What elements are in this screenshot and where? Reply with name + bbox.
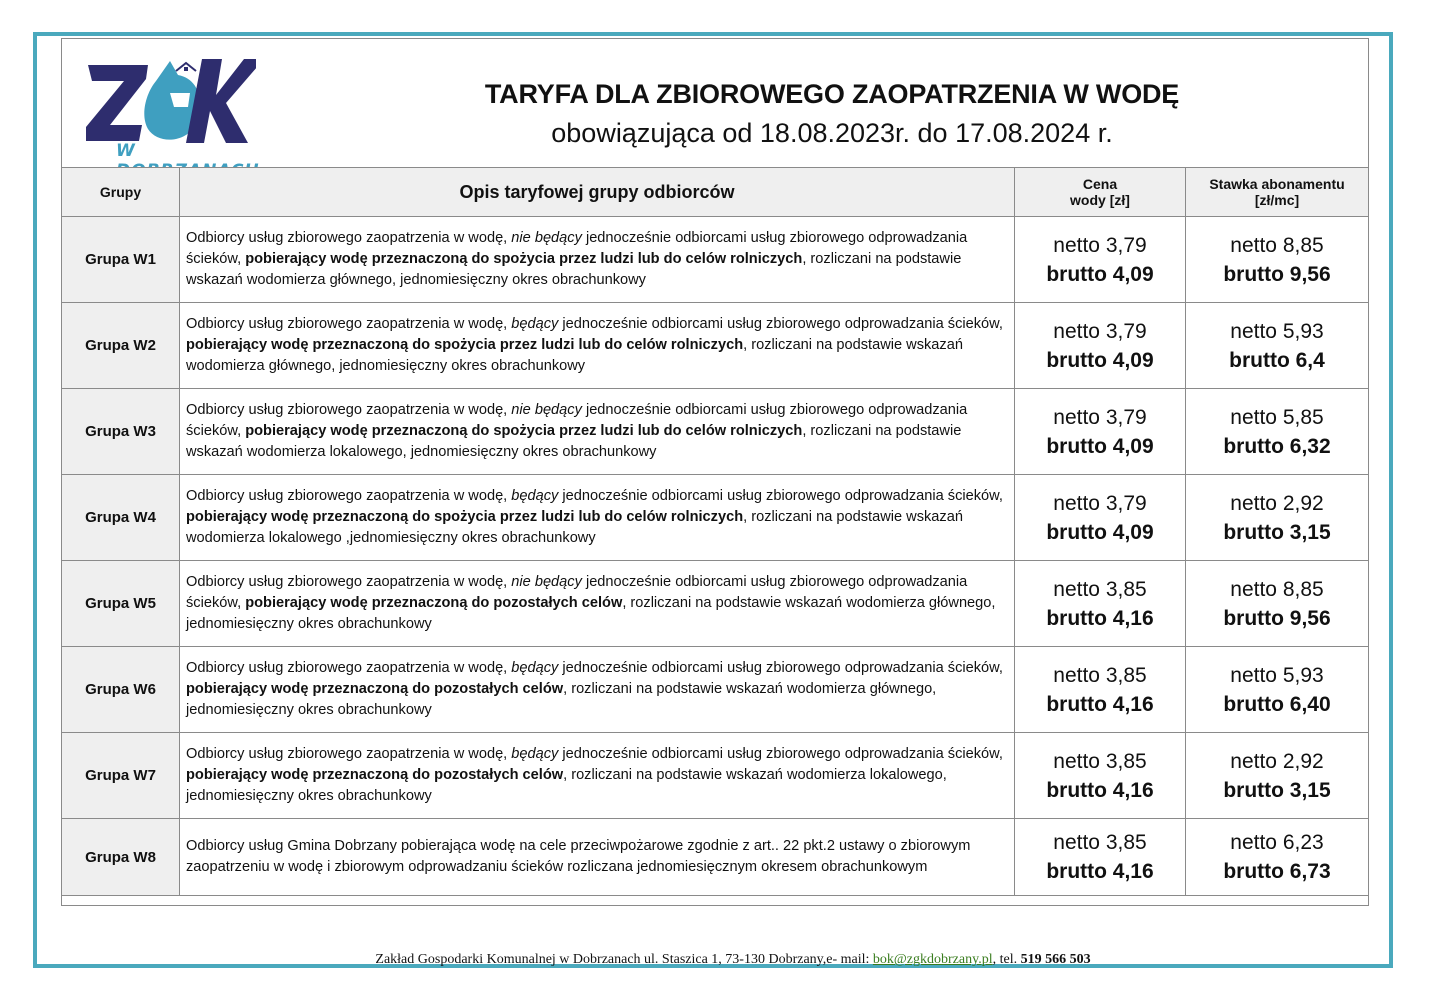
table-row: [62, 475, 1369, 561]
price-header-line2: wody [zł]: [1070, 192, 1130, 208]
price-cell: [1015, 647, 1186, 733]
description-cell: [180, 561, 1015, 647]
group-cell: Grupa W3: [62, 389, 180, 475]
subscription-cell: [1186, 561, 1369, 647]
page-subtitle: obowiązująca od 18.08.2023r. do 17.08.2024 r.: [551, 118, 1113, 148]
description-segment: pobierający wodę przeznaczoną do pozostałych celów: [186, 681, 564, 697]
description-segment: Odbiorcy usług zbiorowego zaopatrzenia w wodę,: [186, 316, 512, 332]
description-segment: pobierający wodę przeznaczoną do spożycia przez ludzi lub do celów rolniczych: [186, 337, 744, 353]
group-cell: Grupa W7: [62, 733, 180, 819]
description-segment: będący: [511, 316, 559, 332]
description-segment: , rozliczani na podstawie wskazań wodomierza głównego, jednomiesięczny okres obrachunkowy: [186, 681, 937, 718]
subscription-cell: [1186, 819, 1369, 896]
table-row: [62, 389, 1369, 475]
price-netto: netto 3,85: [1053, 831, 1147, 854]
description-segment: będący: [511, 746, 559, 762]
price-netto: netto 3,79: [1053, 319, 1147, 343]
price-cell: [1015, 819, 1186, 896]
description-segment: będący: [511, 660, 559, 676]
subscription-brutto: brutto 6,73: [1223, 860, 1331, 883]
description-cell: [180, 733, 1015, 819]
subscription-netto: netto 2,92: [1230, 749, 1324, 773]
price-netto: netto 3,79: [1053, 405, 1147, 429]
price-netto: netto 3,79: [1053, 491, 1147, 515]
price-brutto: brutto 4,16: [1046, 692, 1154, 716]
group-cell: Grupa W1: [62, 217, 180, 303]
subscription-netto: netto 5,93: [1230, 319, 1324, 343]
subscription-cell: [1186, 303, 1369, 389]
subscription-brutto: brutto 6,40: [1223, 692, 1331, 716]
description-segment: pobierający wodę przeznaczoną do spożycia przez ludzi lub do celów rolniczych: [245, 423, 803, 439]
description-segment: pobierający wodę przeznaczoną do spożycia przez ludzi lub do celów rolniczych: [245, 251, 803, 267]
col-header-price: [1015, 168, 1186, 217]
price-header-line1: Cena: [1082, 176, 1118, 192]
subscription-header-line2: [zł/mc]: [1254, 192, 1300, 208]
description-segment: jednocześnie odbiorcami usług zbiorowego odprowadzania ścieków,: [558, 660, 1003, 676]
price-cell: [1015, 561, 1186, 647]
description-segment: , rozliczani na podstawie wskazań wodomierza lokalowego, jednomiesięczny okres obrachunkowy: [186, 423, 962, 460]
subscription-cell: [1186, 217, 1369, 303]
footer-email-link[interactable]: bok@zgkdobrzany.pl: [872, 952, 993, 967]
description-segment: jednocześnie odbiorcami usług zbiorowego odprowadzania ścieków,: [558, 488, 1003, 504]
group-cell: Grupa W4: [62, 475, 180, 561]
subscription-cell: [1186, 647, 1369, 733]
description-segment: , rozliczani na podstawie wskazań wodomierza głównego, jednomiesięczny okres obrachunkowy: [186, 337, 963, 374]
zgk-logo: [86, 45, 256, 163]
description-segment: Odbiorcy usług zbiorowego zaopatrzenia w wodę,: [186, 402, 512, 418]
col-header-description: Opis taryfowej grupy odbiorców: [180, 168, 1015, 217]
subscription-brutto: brutto 6,32: [1223, 434, 1331, 458]
table-row: [62, 303, 1369, 389]
footer-phone: 519 566 503: [1020, 952, 1091, 967]
description-segment: pobierający wodę przeznaczoną do pozostałych celów: [245, 595, 623, 611]
subscription-netto: netto 8,85: [1230, 577, 1324, 601]
subscription-header-line1: Stawka abonamentu: [1209, 176, 1345, 192]
description-cell: [180, 303, 1015, 389]
price-netto: netto 3,85: [1053, 577, 1147, 601]
table-row: [62, 733, 1369, 819]
description-segment: Odbiorcy usług Gmina Dobrzany pobierająca wodę na cele przeciwpożarowe zgodnie z art.. 22 pkt.2 ustawy o zbiorowym zaopatrzeniu w wodę i zbiorowym odprowadzaniu ścieków rozliczana jednomiesięcznym okresem obrachunkowym: [186, 838, 971, 875]
table-row: [62, 217, 1369, 303]
group-cell: Grupa W5: [62, 561, 180, 647]
price-cell: [1015, 303, 1186, 389]
description-segment: będący: [511, 488, 559, 504]
group-cell: Grupa W6: [62, 647, 180, 733]
description-segment: pobierający wodę przeznaczoną do spożycia przez ludzi lub do celów rolniczych: [186, 509, 744, 525]
price-netto: netto 3,85: [1053, 663, 1147, 687]
subscription-netto: netto 8,85: [1230, 233, 1324, 257]
price-netto: netto 3,79: [1053, 233, 1147, 257]
description-cell: [180, 819, 1015, 896]
subscription-cell: [1186, 733, 1369, 819]
description-segment: jednocześnie odbiorcami usług zbiorowego odprowadzania ścieków,: [186, 574, 968, 611]
table-row: [62, 819, 1369, 896]
price-brutto: brutto 4,16: [1046, 606, 1154, 630]
subscription-cell: [1186, 475, 1369, 561]
subscription-netto: netto 5,93: [1230, 663, 1324, 687]
price-brutto: brutto 4,09: [1046, 434, 1154, 458]
description-cell: [180, 217, 1015, 303]
price-cell: [1015, 733, 1186, 819]
description-cell: [180, 475, 1015, 561]
description-segment: jednocześnie odbiorcami usług zbiorowego odprowadzania ścieków,: [186, 230, 968, 267]
price-brutto: brutto 4,09: [1046, 348, 1154, 372]
subscription-netto: netto 6,23: [1230, 831, 1324, 854]
table-row: [62, 647, 1369, 733]
price-netto: netto 3,85: [1053, 749, 1147, 773]
description-segment: Odbiorcy usług zbiorowego zaopatrzenia w wodę,: [186, 488, 512, 504]
description-segment: , rozliczani na podstawie wskazań wodomierza głównego, jednomiesięczny okres obrachunkowy: [186, 595, 996, 632]
footer-address: Zakład Gospodarki Komunalnej w Dobrzanach ul. Staszica 1, 73-130 Dobrzany,e- mail:: [375, 952, 873, 967]
header: [62, 39, 1368, 167]
logo-caption: W: [116, 141, 136, 161]
subscription-cell: [1186, 389, 1369, 475]
group-cell: Grupa W2: [62, 303, 180, 389]
tariff-table: [61, 167, 1369, 896]
description-segment: Odbiorcy usług zbiorowego zaopatrzenia w wodę,: [186, 660, 512, 676]
col-header-subscription: [1186, 168, 1369, 217]
page-title: TARYFA DLA ZBIOROWEGO ZAOPATRZENIA W WODĘ: [484, 79, 1180, 109]
description-segment: , rozliczani na podstawie wskazań wodomierza głównego, jednomiesięczny okres obrachunkowy: [186, 251, 962, 288]
footer-separator: , tel.: [992, 952, 1021, 967]
description-segment: , rozliczani na podstawie wskazań wodomierza lokalowego ,jednomiesięczny okres obrachunkowy: [186, 509, 963, 546]
description-segment: jednocześnie odbiorcami usług zbiorowego odprowadzania ścieków,: [186, 402, 968, 439]
subscription-brutto: brutto 3,15: [1223, 520, 1331, 544]
table-body: [62, 217, 1369, 896]
col-header-groups: Grupy: [62, 168, 180, 217]
price-cell: [1015, 217, 1186, 303]
price-cell: [1015, 475, 1186, 561]
description-segment: nie będący: [511, 402, 582, 418]
subscription-brutto: brutto 6,4: [1229, 348, 1325, 372]
subscription-brutto: brutto 9,56: [1223, 262, 1331, 286]
description-segment: jednocześnie odbiorcami usług zbiorowego odprowadzania ścieków,: [558, 316, 1003, 332]
table-row: [62, 561, 1369, 647]
price-brutto: brutto 4,16: [1046, 860, 1154, 883]
group-cell: Grupa W8: [62, 819, 180, 896]
subscription-netto: netto 2,92: [1230, 491, 1324, 515]
subscription-netto: netto 5,85: [1230, 405, 1324, 429]
description-segment: nie będący: [511, 574, 582, 590]
description-segment: Odbiorcy usług zbiorowego zaopatrzenia w wodę,: [186, 746, 512, 762]
footer: [0, 952, 1431, 968]
subscription-brutto: brutto 9,56: [1223, 606, 1331, 630]
subscription-brutto: brutto 3,15: [1223, 778, 1331, 802]
description-segment: Odbiorcy usług zbiorowego zaopatrzenia w wodę,: [186, 574, 512, 590]
price-cell: [1015, 389, 1186, 475]
description-segment: nie będący: [511, 230, 582, 246]
description-cell: [180, 389, 1015, 475]
description-segment: Odbiorcy usług zbiorowego zaopatrzenia w wodę,: [186, 230, 512, 246]
description-segment: , rozliczani na podstawie wskazań wodomierza lokalowego, jednomiesięczny okres obrachunkowy: [186, 767, 947, 804]
price-brutto: brutto 4,09: [1046, 262, 1154, 286]
title-block: [422, 79, 1242, 149]
price-brutto: brutto 4,09: [1046, 520, 1154, 544]
price-brutto: brutto 4,16: [1046, 778, 1154, 802]
tariff-sheet: [61, 38, 1369, 906]
description-segment: pobierający wodę przeznaczoną do pozostałych celów: [186, 767, 564, 783]
description-segment: jednocześnie odbiorcami usług zbiorowego odprowadzania ścieków,: [558, 746, 1003, 762]
table-header-row: [62, 168, 1369, 217]
description-cell: [180, 647, 1015, 733]
